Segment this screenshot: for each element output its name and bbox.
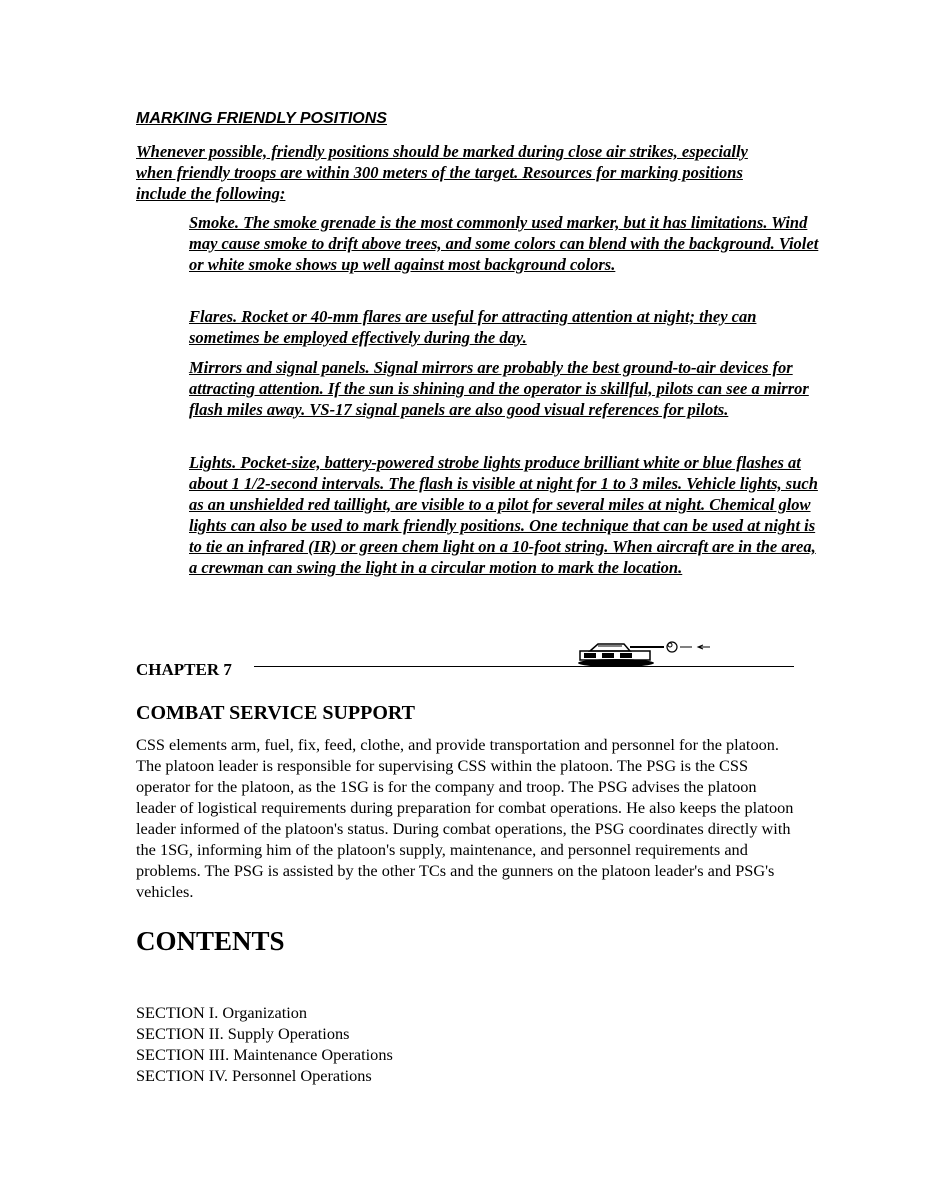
chapter-label: CHAPTER 7 — [136, 660, 232, 679]
toc-link-section-1[interactable]: SECTION I. Organization — [136, 1003, 308, 1022]
chapter-header — [136, 636, 716, 686]
toc-link-section-2[interactable]: SECTION II. Supply Operations — [136, 1024, 350, 1043]
chapter-intro: CSS elements arm, fuel, fix, feed, clothe, and provide transportation and personnel for the platoon. The platoon leader is responsible for supervising CSS within the platoon. The PSG is the CSS operator for the platoon, as the 1SG is for the company and troop. The PSG advises the platoon leader of logistical requirements during preparation for combat operations. He also keeps the platoon leader informed of the platoon's status. During combat operations, the PSG coordinates directly with the 1SG, informing him of the platoon's supply, maintenance, and personnel requirements and problems. The PSG is assisted by the other TCs and the gunners on the platoon leader's and PSG's vehicles. — [136, 735, 794, 901]
toc-link-section-3[interactable]: SECTION III. Maintenance Operations — [136, 1045, 393, 1064]
chapter-title: COMBAT SERVICE SUPPORT — [136, 702, 416, 724]
struck-item-flares: Flares. Rocket or 40-mm flares are useful for attracting attention at night; they can sometimes be employed effectively during the day. — [189, 307, 757, 347]
struck-item-mirrors: Mirrors and signal panels. Signal mirrors are probably the best ground-to-air devices for attracting attention. If the sun is shining and the operator is skillful, pilots can see a mirror flash miles away. VS-17 signal panels are also good visual references for pilots. — [189, 358, 809, 419]
tank-icon — [576, 636, 716, 670]
contents-list — [136, 1002, 393, 1086]
struck-section-intro: Whenever possible, friendly positions should be marked during close air strikes, especially when friendly troops are within 300 meters of the target. Resources for marking positions include the following: — [136, 142, 748, 203]
contents-title: CONTENTS — [136, 926, 285, 956]
struck-item-lights: Lights. Pocket-size, battery-powered strobe lights produce brilliant white or blue flashes at about 1 1/2-second intervals. The flash is visible at night for 1 to 3 miles. Vehicle lights, such as an unshielded red taillight, are visible to a pilot for several miles at night. Chemical glow lights can also be used to mark friendly positions. One technique that can be used at night is to tie an infrared (IR) or green chem light on a 10-foot string. When aircraft are in the area, a crewman can swing the light in a circular motion to mark the location. — [189, 453, 818, 577]
toc-link-section-4[interactable]: SECTION IV. Personnel Operations — [136, 1066, 372, 1085]
struck-section-heading: MARKING FRIENDLY POSITIONS — [136, 110, 387, 127]
struck-item-smoke: Smoke. The smoke grenade is the most commonly used marker, but it has limitations. Wind may cause smoke to drift above trees, and some colors can blend with the background. Violet or white smoke shows up well against most background colors. — [189, 213, 819, 274]
